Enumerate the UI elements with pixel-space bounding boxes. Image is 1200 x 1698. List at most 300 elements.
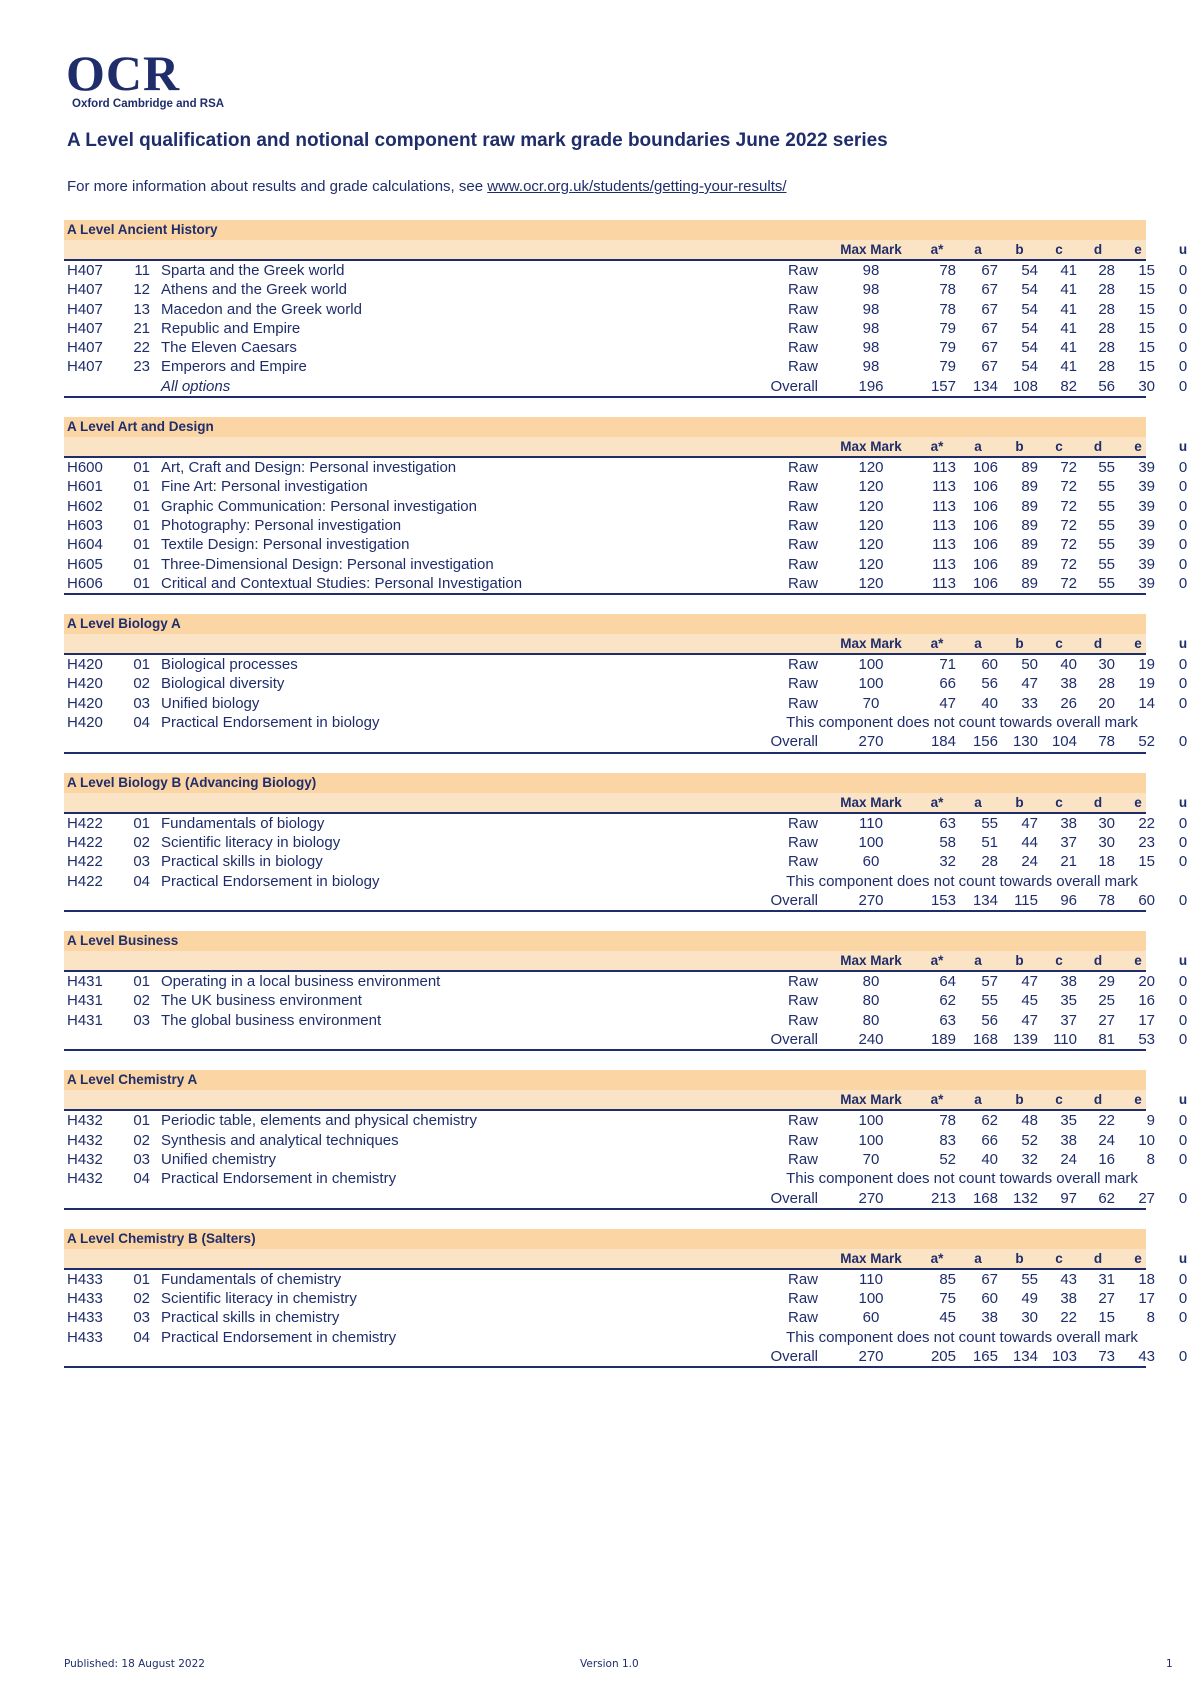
grade-boundary: 67	[981, 339, 998, 357]
section-title: A Level Chemistry A	[64, 1070, 1146, 1090]
max-mark: 110	[859, 1270, 883, 1288]
component-row	[64, 1169, 1146, 1188]
grade-boundary: 47	[939, 694, 956, 712]
grade-boundary: 71	[939, 656, 956, 674]
grade-boundary: 64	[939, 973, 956, 991]
grade-header: d	[1093, 1250, 1103, 1266]
qualification-code: H420	[67, 675, 103, 693]
component-name: Periodic table, elements and physical chemistry	[161, 1112, 477, 1130]
grade-boundary: 134	[1012, 1347, 1038, 1365]
overall-row	[64, 1189, 1188, 1208]
grade-boundary: 52	[939, 1150, 956, 1168]
grade-boundary: 45	[939, 1309, 956, 1327]
grade-header: c	[1055, 1250, 1063, 1266]
max-mark: 100	[858, 833, 884, 851]
max-mark-header: Max Mark	[840, 953, 902, 969]
grade-boundary: 0	[1178, 1347, 1188, 1365]
grade-boundary: 78	[1098, 733, 1115, 751]
component-number: 01	[133, 459, 150, 477]
max-mark: 98	[862, 319, 880, 337]
component-name: All options	[161, 377, 231, 395]
grade-boundary: 0	[1178, 694, 1188, 712]
qualification-code: H422	[67, 814, 103, 832]
grade-boundary: 8	[1146, 1309, 1155, 1327]
grade-boundary: 35	[1060, 1112, 1077, 1130]
overall-row	[64, 1347, 1188, 1366]
grade-boundary: 156	[972, 733, 998, 751]
grade-boundary: 0	[1178, 891, 1188, 909]
grade-boundary: 85	[939, 1270, 956, 1288]
qualification-code: H407	[67, 262, 103, 279]
component-number: 03	[133, 1150, 150, 1168]
grade-boundary: 30	[1138, 377, 1155, 395]
qualification-code: H431	[67, 992, 103, 1010]
grade-boundary: 0	[1178, 992, 1188, 1010]
grade-boundary: 47	[1021, 675, 1038, 693]
ocr-logo	[66, 48, 236, 114]
component-name: Scientific literacy in chemistry	[161, 1290, 357, 1308]
grade-boundary: 40	[981, 694, 998, 712]
max-mark: 270	[858, 1347, 884, 1365]
section-title: A Level Business	[64, 931, 1146, 951]
column-header-row	[64, 951, 1188, 972]
grade-boundary: 0	[1178, 733, 1188, 751]
section-title: A Level Chemistry B (Salters)	[64, 1229, 1146, 1249]
footer-published: Published: 18 August 2022	[64, 1658, 205, 1670]
component-row	[64, 574, 1188, 593]
component-name: Fine Art: Personal investigation	[161, 478, 368, 496]
grade-boundary: 63	[939, 814, 956, 832]
grade-boundary: 72	[1060, 516, 1077, 534]
grade-boundary: 72	[1060, 555, 1077, 573]
component-note: This component does not count towards overall mark	[786, 1328, 1138, 1346]
qualification-code: H431	[67, 1011, 103, 1029]
component-number: 01	[133, 574, 150, 592]
grade-boundary: 0	[1178, 833, 1188, 851]
grade-boundary: 153	[930, 891, 956, 909]
grade-header: e	[1134, 794, 1142, 810]
grade-boundary: 0	[1178, 377, 1188, 395]
component-name: The UK business environment	[161, 992, 362, 1010]
grade-boundary: 134	[972, 891, 998, 909]
info-text: For more information about results and grade calculations, see	[67, 178, 488, 195]
qualification-code: H407	[67, 300, 103, 318]
grade-boundary: 108	[1012, 377, 1038, 395]
component-row	[64, 852, 1188, 871]
grade-boundary: 58	[939, 833, 956, 851]
grade-boundary: 113	[932, 536, 956, 554]
mark-type: Raw	[787, 814, 818, 832]
mark-type: Raw	[787, 1150, 818, 1168]
grade-boundary: 0	[1178, 339, 1188, 357]
mark-type: Raw	[787, 1290, 818, 1308]
grade-boundary: 130	[1012, 733, 1038, 751]
mark-type: Raw	[787, 973, 818, 991]
grade-boundary: 157	[930, 377, 956, 395]
grade-boundary: 62	[939, 992, 956, 1010]
grade-boundary: 0	[1178, 555, 1188, 573]
max-mark: 60	[862, 853, 880, 871]
grade-boundary-tables	[64, 220, 1188, 1387]
qualification-code: H407	[67, 339, 103, 357]
grade-boundary: 33	[1021, 694, 1038, 712]
grade-boundary: 67	[981, 281, 998, 299]
component-number: 13	[133, 300, 150, 318]
grade-boundary: 28	[1098, 339, 1115, 357]
grade-boundary: 9	[1146, 1112, 1155, 1130]
component-name: Practical Endorsement in chemistry	[161, 1170, 397, 1188]
mark-type: Raw	[787, 1270, 818, 1288]
max-mark: 120	[858, 516, 884, 534]
grade-boundary: 113	[932, 497, 956, 515]
grade-header: u	[1178, 953, 1188, 969]
max-mark: 100	[858, 1290, 884, 1308]
qualification-code: H420	[67, 694, 103, 712]
max-mark-header: Max Mark	[840, 242, 902, 257]
max-mark: 120	[858, 555, 884, 573]
grade-boundary: 26	[1060, 694, 1077, 712]
component-name: Three-Dimensional Design: Personal investigation	[161, 555, 494, 573]
max-mark: 120	[858, 459, 884, 477]
grade-boundary: 54	[1021, 300, 1038, 318]
grade-boundary: 56	[981, 675, 998, 693]
grade-header: a	[974, 953, 982, 969]
grade-boundary: 18	[1138, 1270, 1155, 1288]
grade-boundary: 40	[981, 1150, 998, 1168]
grade-boundary: 22	[1060, 1309, 1077, 1327]
grade-header: a	[974, 439, 982, 455]
grade-boundary: 132	[1012, 1189, 1038, 1207]
grade-boundary: 67	[981, 262, 998, 279]
grade-boundary: 106	[972, 459, 998, 477]
qualification-code: H432	[67, 1112, 103, 1130]
grade-header: a*	[930, 953, 944, 969]
grade-header: a	[974, 1250, 982, 1266]
grade-boundary: 23	[1138, 833, 1155, 851]
grade-boundary: 55	[981, 992, 998, 1010]
grade-boundary: 89	[1021, 574, 1038, 592]
grade-header: d	[1093, 636, 1103, 652]
grade-boundary: 0	[1178, 1189, 1188, 1207]
grade-header: c	[1055, 242, 1063, 257]
mark-type: Raw	[787, 339, 818, 357]
component-row	[64, 261, 1188, 280]
component-row	[64, 1150, 1188, 1169]
component-number: 01	[133, 973, 150, 991]
qualification-code: H606	[67, 574, 103, 592]
grade-boundary: 78	[939, 1112, 956, 1130]
grade-boundary: 16	[1138, 992, 1155, 1010]
mark-type: Raw	[787, 536, 818, 554]
grade-boundary: 72	[1060, 497, 1077, 515]
grade-boundary: 17	[1138, 1011, 1155, 1029]
grade-boundary: 72	[1060, 536, 1077, 554]
grade-boundary: 66	[939, 675, 956, 693]
max-mark: 100	[858, 656, 884, 674]
component-row	[64, 1328, 1146, 1347]
grade-boundary: 55	[1098, 459, 1115, 477]
max-mark: 60	[862, 1309, 880, 1327]
qualification-code: H432	[67, 1131, 103, 1149]
qualification-code: H603	[67, 516, 103, 534]
grade-boundary: 72	[1060, 574, 1077, 592]
grade-header: b	[1015, 1250, 1024, 1266]
component-name: The Eleven Caesars	[161, 339, 297, 357]
grade-boundary: 113	[932, 516, 956, 534]
grade-boundary: 29	[1098, 973, 1115, 991]
grade-boundary: 39	[1138, 459, 1155, 477]
grade-boundary: 103	[1051, 1347, 1077, 1365]
ocr-wordmark-text: OCR	[66, 48, 181, 96]
component-number: 04	[133, 1328, 150, 1346]
mark-type: Raw	[787, 833, 818, 851]
grade-boundary: 19	[1138, 675, 1155, 693]
grade-boundary: 27	[1098, 1011, 1115, 1029]
mark-type: Raw	[787, 478, 818, 496]
grade-boundary: 113	[932, 555, 956, 573]
grade-boundary: 15	[1138, 853, 1155, 871]
grade-boundary: 0	[1178, 536, 1188, 554]
grade-boundary: 62	[981, 1112, 998, 1130]
grade-boundary: 38	[1060, 814, 1077, 832]
grade-boundary: 82	[1060, 377, 1077, 395]
qualification-code: H420	[67, 656, 103, 674]
grade-boundary: 57	[981, 973, 998, 991]
grade-boundary: 0	[1178, 300, 1188, 318]
max-mark-header: Max Mark	[840, 794, 902, 810]
grade-header: u	[1178, 1092, 1188, 1108]
max-mark: 270	[858, 1189, 884, 1207]
grade-boundary: 30	[1098, 833, 1115, 851]
grade-boundary: 106	[972, 574, 998, 592]
mark-type: Raw	[787, 853, 818, 871]
grade-boundary: 0	[1178, 497, 1188, 515]
qualification-code: H433	[67, 1328, 103, 1346]
component-row	[64, 1308, 1188, 1327]
grade-boundary: 67	[981, 1270, 998, 1288]
qualification-code: H407	[67, 281, 103, 299]
max-mark: 80	[862, 1011, 880, 1029]
component-name: Operating in a local business environment	[161, 973, 441, 991]
grade-boundary: 78	[939, 262, 956, 279]
component-number: 01	[133, 656, 150, 674]
grade-boundary: 0	[1178, 516, 1188, 534]
grade-boundary: 15	[1098, 1309, 1115, 1327]
grade-header: a*	[930, 242, 944, 257]
qualification-code: H407	[67, 319, 103, 337]
component-number: 02	[133, 992, 150, 1010]
max-mark: 100	[858, 1112, 884, 1130]
grade-boundary: 75	[939, 1290, 956, 1308]
grade-boundary: 28	[1098, 281, 1115, 299]
section-title: A Level Biology B (Advancing Biology)	[64, 773, 1146, 793]
grade-boundary: 47	[1021, 814, 1038, 832]
grade-boundary: 0	[1178, 656, 1188, 674]
qualification-section	[64, 417, 1188, 595]
component-name: Fundamentals of biology	[161, 814, 325, 832]
max-mark: 120	[858, 574, 884, 592]
max-mark: 270	[858, 891, 884, 909]
grade-boundary: 0	[1178, 319, 1188, 337]
qualification-code: H432	[67, 1170, 103, 1188]
grade-boundary: 89	[1021, 555, 1038, 573]
column-header-row	[64, 634, 1188, 655]
qualification-code: H433	[67, 1309, 103, 1327]
grade-boundary: 205	[930, 1347, 956, 1365]
column-header-row	[64, 1249, 1188, 1270]
grade-boundary: 15	[1138, 300, 1155, 318]
component-name: Practical Endorsement in biology	[161, 714, 380, 732]
component-name: Practical Endorsement in biology	[161, 872, 380, 890]
grade-header: a	[974, 794, 982, 810]
grade-boundary: 54	[1021, 262, 1038, 279]
mark-type: Overall	[770, 1347, 818, 1365]
grade-boundary: 27	[1138, 1189, 1155, 1207]
grade-boundary: 47	[1021, 1011, 1038, 1029]
component-row	[64, 458, 1188, 477]
grade-boundary: 38	[981, 1309, 998, 1327]
grade-header: c	[1055, 439, 1063, 455]
component-row	[64, 1131, 1188, 1150]
grade-boundary: 55	[1098, 574, 1115, 592]
grade-header: c	[1055, 636, 1063, 652]
grade-boundary: 165	[972, 1347, 998, 1365]
qualification-code: H601	[67, 478, 103, 496]
grade-boundary: 39	[1138, 574, 1155, 592]
mark-type: Raw	[787, 516, 818, 534]
grade-boundary: 213	[930, 1189, 956, 1207]
component-number: 04	[133, 714, 150, 732]
grade-boundary: 55	[1021, 1270, 1038, 1288]
grade-boundary: 22	[1138, 814, 1155, 832]
mark-type: Raw	[787, 992, 818, 1010]
component-row	[64, 1270, 1188, 1289]
grade-boundary: 35	[1060, 992, 1077, 1010]
qualification-section	[64, 931, 1188, 1051]
grade-boundary: 39	[1138, 536, 1155, 554]
grade-header: b	[1015, 1092, 1024, 1108]
max-mark: 80	[862, 992, 880, 1010]
component-row	[64, 300, 1188, 319]
grade-boundary: 22	[1098, 1112, 1115, 1130]
grade-boundary: 30	[1098, 814, 1115, 832]
component-note: This component does not count towards overall mark	[786, 714, 1138, 732]
grade-boundary: 21	[1060, 853, 1077, 871]
grade-header: a*	[930, 439, 944, 455]
grade-boundary: 184	[930, 733, 956, 751]
qualification-code: H407	[67, 358, 103, 376]
grade-boundary: 38	[1060, 675, 1077, 693]
mark-type: Overall	[770, 1031, 818, 1049]
max-mark: 98	[862, 300, 880, 318]
max-mark: 98	[862, 358, 880, 376]
mark-type: Raw	[787, 1011, 818, 1029]
component-row	[64, 535, 1188, 554]
grade-boundary: 97	[1060, 1189, 1077, 1207]
mark-type: Raw	[787, 319, 818, 337]
component-number: 01	[133, 516, 150, 534]
grade-header: d	[1093, 1092, 1103, 1108]
grade-boundary: 56	[1098, 377, 1115, 395]
grade-boundary: 17	[1138, 1290, 1155, 1308]
component-row	[64, 1011, 1188, 1030]
component-number: 01	[133, 814, 150, 832]
grade-boundary: 113	[932, 459, 956, 477]
max-mark-header: Max Mark	[840, 636, 902, 652]
component-name: Photography: Personal investigation	[161, 516, 402, 534]
component-name: Art, Craft and Design: Personal investigation	[161, 459, 457, 477]
grade-boundary: 54	[1021, 358, 1038, 376]
grade-boundary: 89	[1021, 536, 1038, 554]
component-name: Scientific literacy in biology	[161, 833, 341, 851]
column-header-row	[64, 437, 1188, 458]
grade-boundary: 0	[1178, 1112, 1188, 1130]
component-name: Sparta and the Greek world	[161, 262, 345, 279]
qualification-code: H433	[67, 1270, 103, 1288]
grade-boundary: 50	[1021, 656, 1038, 674]
grade-boundary: 62	[1098, 1189, 1115, 1207]
qualification-code: H431	[67, 973, 103, 991]
grade-header: b	[1015, 439, 1024, 455]
grade-boundary: 54	[1021, 281, 1038, 299]
grade-boundary: 24	[1098, 1131, 1115, 1149]
grade-header: a*	[930, 636, 944, 652]
grade-boundary: 110	[1053, 1031, 1077, 1049]
grade-header: e	[1134, 1250, 1142, 1266]
component-name: Critical and Contextual Studies: Personal Investigation	[161, 574, 523, 592]
qualification-section	[64, 614, 1188, 753]
grade-header: b	[1015, 242, 1024, 257]
grade-boundary: 20	[1138, 973, 1155, 991]
qualification-code: H604	[67, 536, 103, 554]
grade-boundary: 0	[1178, 1290, 1188, 1308]
component-row	[64, 280, 1188, 299]
component-number: 02	[133, 675, 150, 693]
qualification-code: H422	[67, 833, 103, 851]
max-mark: 98	[862, 339, 880, 357]
component-number: 23	[133, 358, 150, 376]
max-mark: 100	[858, 1131, 884, 1149]
mark-type: Raw	[787, 300, 818, 318]
component-number: 01	[133, 1112, 150, 1130]
grade-boundary: 63	[939, 1011, 956, 1029]
component-row	[64, 477, 1188, 496]
grade-boundary: 45	[1021, 992, 1038, 1010]
grade-boundary: 41	[1060, 262, 1077, 279]
max-mark: 120	[858, 497, 884, 515]
max-mark-header: Max Mark	[840, 439, 902, 455]
grade-boundary: 139	[1012, 1031, 1038, 1049]
max-mark: 80	[862, 973, 880, 991]
component-row	[64, 319, 1188, 338]
overall-row	[64, 377, 1188, 396]
grade-boundary: 30	[1098, 656, 1115, 674]
mark-type: Overall	[770, 1189, 818, 1207]
grade-header: d	[1093, 242, 1103, 257]
grade-boundary: 15	[1138, 319, 1155, 337]
component-name: Athens and the Greek world	[161, 281, 347, 299]
qualification-section	[64, 1070, 1188, 1209]
grade-boundary: 38	[1060, 973, 1077, 991]
grade-boundary: 189	[930, 1031, 956, 1049]
grade-boundary: 0	[1178, 478, 1188, 496]
results-link[interactable]: www.ocr.org.uk/students/getting-your-results/	[487, 178, 787, 195]
grade-boundary: 0	[1178, 1309, 1188, 1327]
component-number: 01	[133, 1270, 150, 1288]
component-row	[64, 1111, 1188, 1130]
component-name: Practical skills in chemistry	[161, 1309, 340, 1327]
grade-header: a*	[930, 1250, 944, 1266]
